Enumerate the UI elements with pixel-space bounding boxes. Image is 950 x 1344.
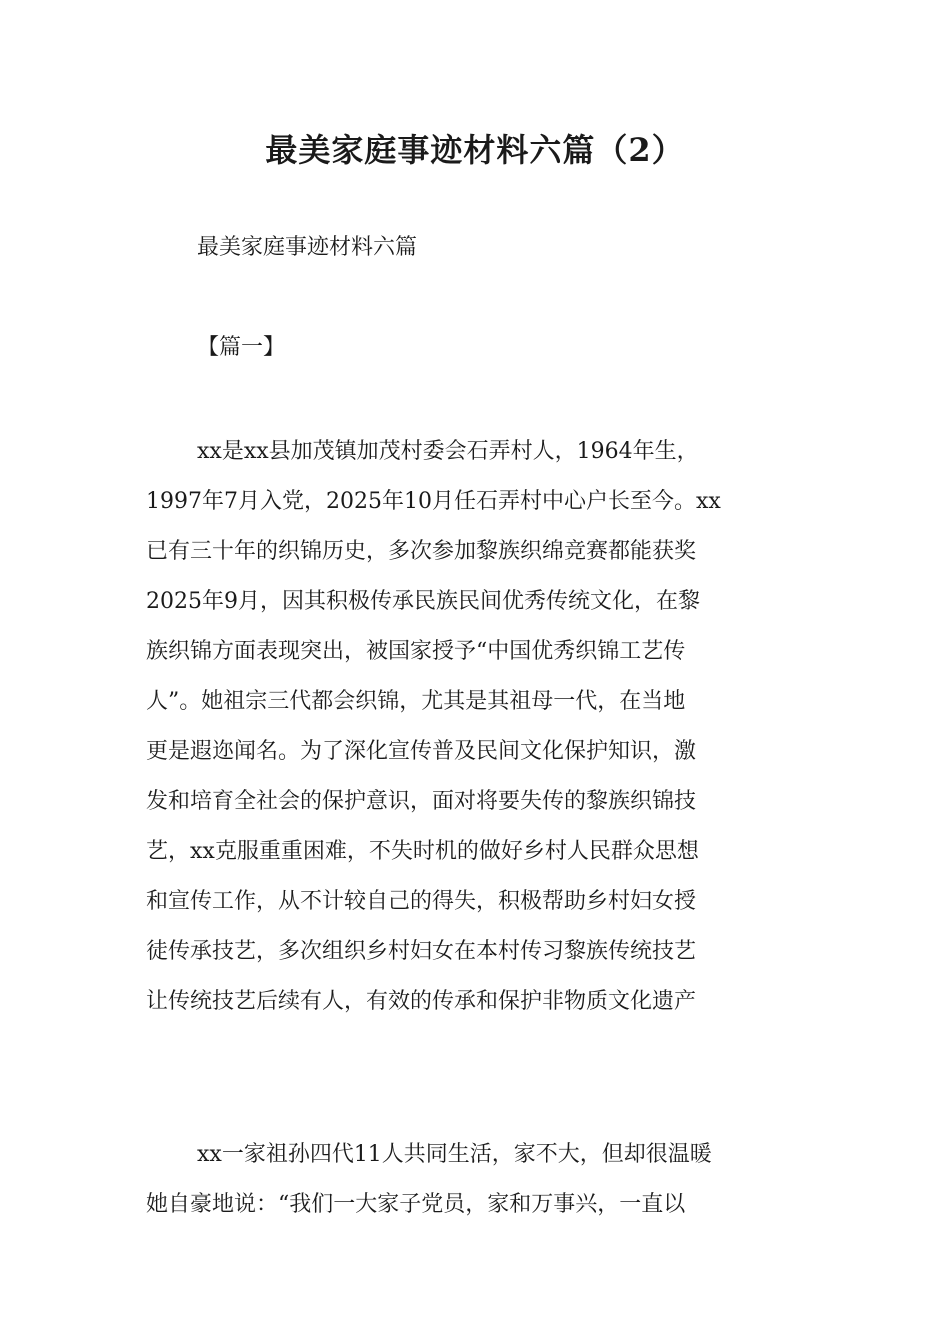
paragraph-line: 2025年9月，因其积极传承民族民间优秀传统文化，在黎 [146,589,700,614]
paragraph-line: 让传统技艺后续有人，有效的传承和保护非物质文化遗产 [146,989,697,1014]
paragraph-line: 1997年7月入党，2025年10月任石弄村中心户长至今。xx [146,489,721,514]
paragraph-line: 更是遐迩闻名。为了深化宣传普及民间文化保护知识，激 [146,739,697,764]
paragraph-line: 徒传承技艺，多次组织乡村妇女在本村传习黎族传统技艺 [146,939,697,964]
document-title: 最美家庭事迹材料六篇（2） [265,131,685,169]
paragraph-line: xx一家祖孙四代11人共同生活，家不大，但却很温暖 [197,1142,712,1167]
paragraph-1 [146,427,846,1027]
paragraph-line: 和宣传工作，从不计较自己的得失，积极帮助乡村妇女授 [146,889,697,914]
paragraph-line: 族织锦方面表现突出，被国家授予“中国优秀织锦工艺传 [146,639,686,664]
paragraph-line: 艺，xx克服重重困难，不失时机的做好乡村人民群众思想 [146,839,699,864]
section-heading: 【篇一】 [197,335,286,360]
paragraph-2 [146,1130,846,1230]
paragraph-line: 已有三十年的织锦历史，多次参加黎族织绵竞赛都能获奖 [146,539,697,564]
paragraph-line: 她自豪地说：“我们一大家子党员，家和万事兴，一直以 [146,1192,686,1217]
document-subtitle: 最美家庭事迹材料六篇 [197,235,418,260]
paragraph-line: 人”。她祖宗三代都会织锦，尤其是其祖母一代，在当地 [146,689,686,714]
paragraph-line: 发和培育全社会的保护意识，面对将要失传的黎族织锦技 [146,789,697,814]
paragraph-line: xx是xx县加茂镇加茂村委会石弄村人，1964年生， [197,439,699,464]
